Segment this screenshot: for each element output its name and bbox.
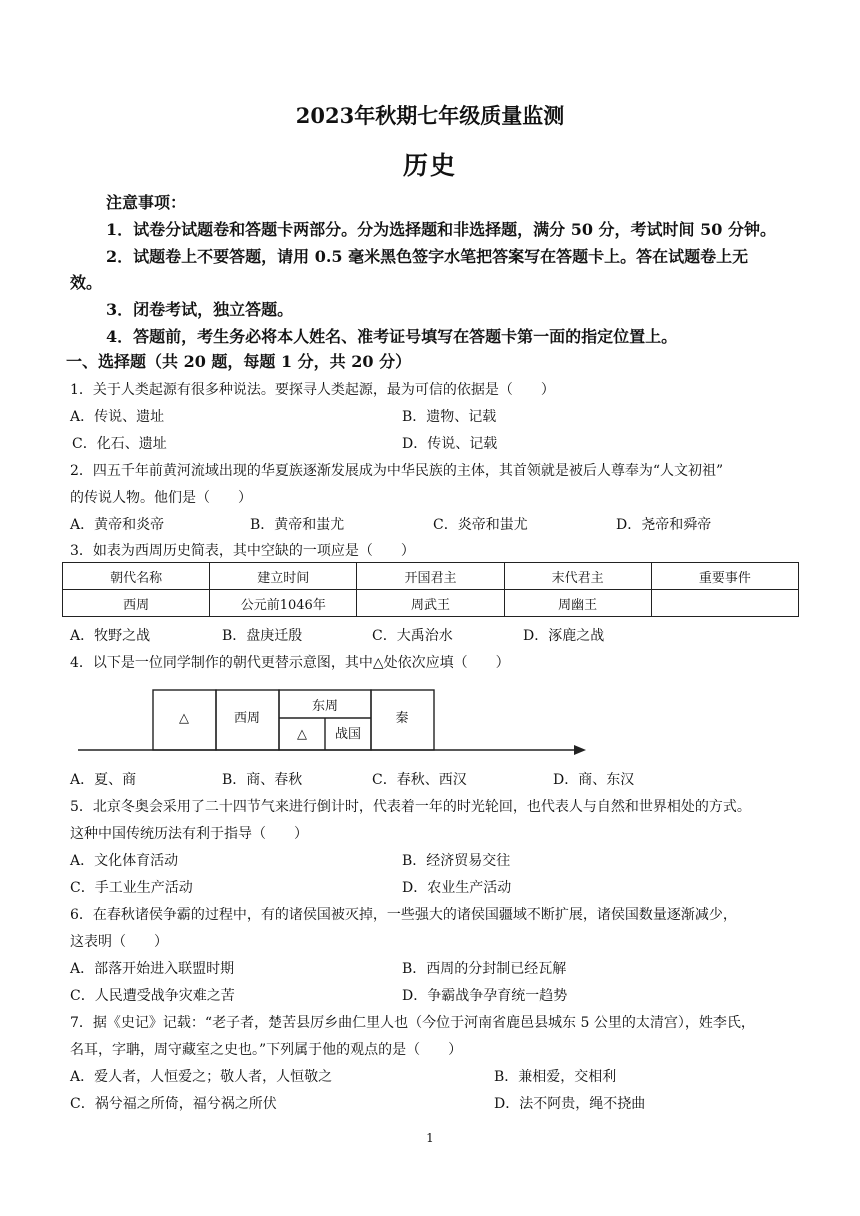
question-stem: 4．以下是一位同学制作的朝代更替示意图，其中△处依次应填（ ） bbox=[70, 655, 510, 671]
table-cell: 公元前1046年 bbox=[210, 590, 357, 617]
notice-item: 4．答题前，考生务必将本人姓名、准考证号填写在答题卡第一面的指定位置上。 bbox=[106, 327, 678, 346]
table-header: 重要事件 bbox=[651, 563, 798, 590]
option-c: C．手工业生产活动 bbox=[70, 880, 193, 896]
option-a: A．牧野之战 bbox=[70, 628, 151, 644]
option-a: A．爱人者，人恒爱之；敬人者，人恒敬之 bbox=[70, 1069, 333, 1085]
box-blank-1: △ bbox=[179, 711, 189, 726]
option-b: B．遗物、记载 bbox=[402, 409, 497, 425]
option-d: D．传说、记载 bbox=[402, 436, 498, 452]
table-header: 朝代名称 bbox=[63, 563, 210, 590]
exam-title: 2023年秋期七年级质量监测 bbox=[295, 103, 565, 128]
box-qin: 秦 bbox=[395, 711, 409, 726]
table-header: 末代君主 bbox=[504, 563, 651, 590]
table-cell-blank bbox=[651, 590, 798, 617]
timeline-arrow bbox=[574, 745, 586, 755]
notice-item: 2．试题卷上不要答题，请用 0.5 毫米黑色签字水笔把答案写在答题卡上。答在试题卷上无 bbox=[106, 247, 749, 266]
table-cell: 周武王 bbox=[357, 590, 504, 617]
question-stem: 这种中国传统历法有利于指导（ ） bbox=[70, 826, 308, 842]
option-b: B．兼相爱，交相利 bbox=[494, 1069, 617, 1085]
option-d: D．商、东汉 bbox=[553, 772, 635, 788]
question-stem: 3．如表为西周历史简表，其中空缺的一项应是（ ） bbox=[70, 543, 415, 559]
table-header: 建立时间 bbox=[210, 563, 357, 590]
option-c: C．化石、遗址 bbox=[72, 436, 167, 452]
subject-title: 历史 bbox=[402, 151, 457, 180]
option-a: A．黄帝和炎帝 bbox=[70, 517, 165, 533]
notice-item: 3．闭卷考试，独立答题。 bbox=[106, 300, 294, 319]
notice-item: 效。 bbox=[70, 273, 103, 292]
option-c: C．大禹治水 bbox=[372, 628, 453, 644]
option-d: D．法不阿贵，绳不挠曲 bbox=[494, 1096, 646, 1112]
question-stem: 6．在春秋诸侯争霸的过程中，有的诸侯国被灭掉，一些强大的诸侯国疆域不断扩展，诸侯国数量逐渐减少， bbox=[70, 907, 737, 923]
table-cell: 西周 bbox=[63, 590, 210, 617]
question-stem: 这表明（ ） bbox=[70, 934, 168, 950]
notice-heading: 注意事项： bbox=[106, 193, 187, 212]
table-header: 开国君主 bbox=[357, 563, 504, 590]
option-a: A．文化体育活动 bbox=[70, 853, 179, 869]
option-b: B．西周的分封制已经瓦解 bbox=[402, 961, 567, 977]
option-b: B．商、春秋 bbox=[222, 772, 303, 788]
option-a: A．夏、商 bbox=[70, 772, 137, 788]
question-stem: 1．关于人类起源有很多种说法。要探寻人类起源，最为可信的依据是（ ） bbox=[70, 382, 555, 398]
section-heading: 一、选择题（共 20 题，每题 1 分，共 20 分） bbox=[66, 352, 412, 371]
option-d: D．尧帝和舜帝 bbox=[616, 517, 712, 533]
option-d: D．农业生产活动 bbox=[402, 880, 512, 896]
notice-item: 1．试卷分试题卷和答题卡两部分。分为选择题和非选择题，满分 50 分，考试时间 50 分钟。 bbox=[106, 220, 776, 239]
option-a: A．部落开始进入联盟时期 bbox=[70, 961, 235, 977]
option-c: C．人民遭受战争灾难之苦 bbox=[70, 988, 235, 1004]
option-b: B．盘庚迁殷 bbox=[222, 628, 303, 644]
dynasty-timeline-diagram bbox=[0, 680, 860, 760]
box-eastern-zhou: 东周 bbox=[311, 699, 339, 714]
box-warring-states: 战国 bbox=[334, 727, 362, 742]
question-stem: 5．北京冬奥会采用了二十四节气来进行倒计时，代表着一年的时光轮回，也代表人与自然和世界相处的方式。 bbox=[70, 799, 751, 815]
table-cell: 周幽王 bbox=[504, 590, 651, 617]
option-d: D．争霸战争孕育统一趋势 bbox=[402, 988, 568, 1004]
option-c: C．祸兮福之所倚，福兮祸之所伏 bbox=[70, 1096, 277, 1112]
option-b: B．黄帝和蚩尤 bbox=[250, 517, 345, 533]
page-number: 1 bbox=[426, 1131, 434, 1145]
question-stem: 7．据《史记》记载：“老子者，楚苦县厉乡曲仁里人也（今位于河南省鹿邑县城东 5 公里的太清宫），姓李氏， bbox=[70, 1015, 755, 1031]
box-blank-2: △ bbox=[297, 727, 307, 742]
question-stem: 名耳，字聃，周守藏室之史也。”下列属于他的观点的是（ ） bbox=[70, 1042, 463, 1058]
box-western-zhou: 西周 bbox=[233, 711, 261, 726]
table-row bbox=[63, 590, 799, 617]
history-table bbox=[62, 562, 799, 617]
table-header-row bbox=[63, 563, 799, 590]
option-c: C．炎帝和蚩尤 bbox=[433, 517, 528, 533]
question-stem: 的传说人物。他们是（ ） bbox=[70, 490, 252, 506]
question-stem: 2．四五千年前黄河流域出现的华夏族逐渐发展成为中华民族的主体，其首领就是被后人尊奉为“人文初祖” bbox=[70, 463, 724, 479]
option-c: C．春秋、西汉 bbox=[372, 772, 467, 788]
option-d: D．涿鹿之战 bbox=[523, 628, 605, 644]
option-b: B．经济贸易交往 bbox=[402, 853, 511, 869]
option-a: A．传说、遗址 bbox=[70, 409, 165, 425]
